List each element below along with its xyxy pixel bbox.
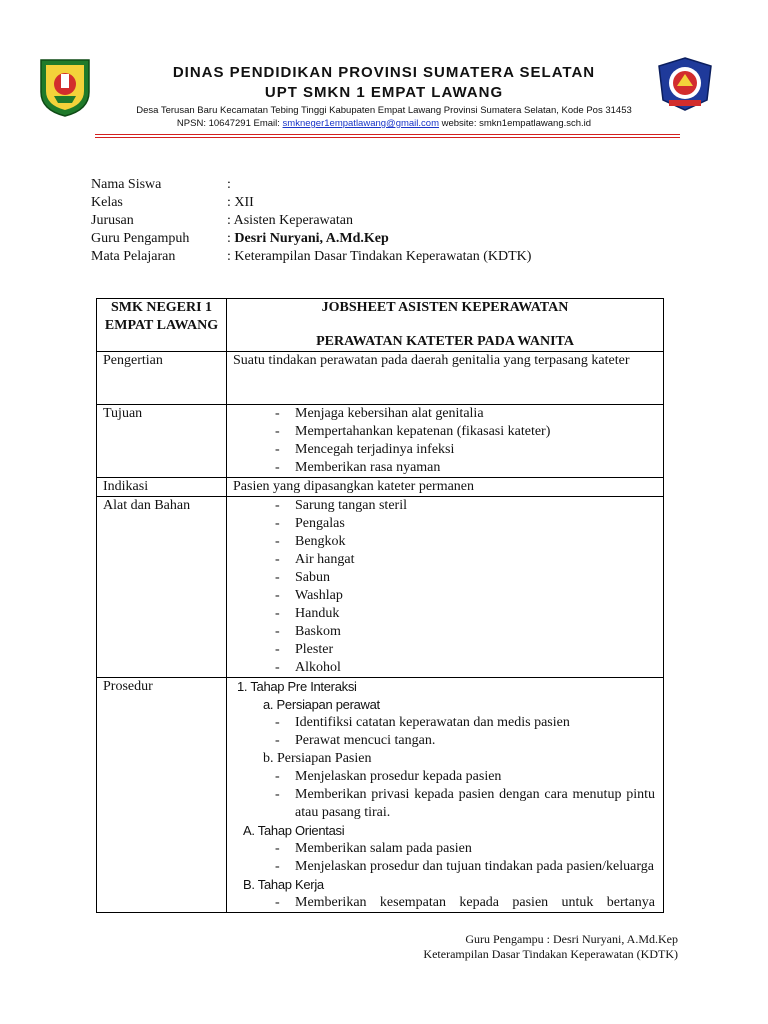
list-item: - Mencegah terjadinya infeksi <box>269 441 657 459</box>
info-row-kelas <box>91 194 531 212</box>
list-item: - Menjelaskan prosedur kepada pasien <box>269 768 657 786</box>
pengertian-text: Suatu tindakan perawatan pada daerah genitalia yang terpasang kateter <box>227 352 664 405</box>
step-orientasi: A. Tahap Orientasi <box>243 823 345 838</box>
teacher-name: Desri Nuryani, A.Md.Kep <box>234 231 389 246</box>
list-item: - Air hangat <box>269 551 657 569</box>
info-label: Kelas <box>91 195 123 210</box>
list-item: - Handuk <box>269 605 657 623</box>
step-pre-interaksi: 1. Tahap Pre Interaksi <box>237 679 357 694</box>
list-item: - Bengkok <box>269 533 657 551</box>
info-label: Mata Pelajaran <box>91 249 176 264</box>
info-colon: : <box>227 231 235 246</box>
agency-title: DINAS PENDIDIKAN PROVINSI SUMATERA SELATAN <box>172 64 596 81</box>
info-row-nama <box>91 176 531 194</box>
list-item: - Mempertahankan kepatenan (fikasasi kateter) <box>269 423 657 441</box>
jobsheet-title: JOBSHEET ASISTEN KEPERAWATAN <box>321 300 569 315</box>
info-value: : XII <box>227 195 254 210</box>
list-item: - Washlap <box>269 587 657 605</box>
list-item: - Perawat mencuci tangan. <box>269 732 657 750</box>
step-persiapan-pasien: b. Persiapan Pasien <box>263 751 372 766</box>
student-info <box>91 176 531 266</box>
prosedur-cell <box>227 678 664 913</box>
persiapan-perawat-list <box>233 714 657 750</box>
table-row <box>97 405 664 478</box>
jobsheet-title-cell <box>227 299 664 352</box>
indikasi-text: Pasien yang dipasangkan kateter permanen <box>227 478 664 497</box>
info-row-jurusan <box>91 212 531 230</box>
list-item: - Sabun <box>269 569 657 587</box>
jobsheet-table <box>96 298 664 913</box>
table-row <box>97 352 664 405</box>
school-name: UPT SMKN 1 EMPAT LAWANG <box>264 84 504 101</box>
header-divider <box>95 134 680 135</box>
info-value: : <box>227 177 231 192</box>
school-cell: SMK NEGERI 1 EMPAT LAWANG <box>97 299 227 352</box>
info-label: Guru Pengampuh <box>91 231 190 246</box>
school-contact <box>0 118 768 129</box>
alat-list <box>233 497 657 677</box>
list-item: - Menjelaskan prosedur dan tujuan tindakan pada pasien/keluarga <box>269 858 657 876</box>
list-item: - Sarung tangan steril <box>269 497 657 515</box>
list-item: - Memberikan rasa nyaman <box>269 459 657 477</box>
list-item: - Identifiksi catatan keperawatan dan medis pasien <box>269 714 657 732</box>
step-persiapan-perawat: a. Persiapan perawat <box>263 697 380 712</box>
page-footer <box>423 932 678 962</box>
list-item: - Pengalas <box>269 515 657 533</box>
table-row <box>97 678 664 913</box>
row-label-prosedur: Prosedur <box>97 678 227 913</box>
kerja-list <box>233 894 657 912</box>
info-value: : Keterampilan Dasar Tindakan Keperawatan (KDTK) <box>227 249 532 264</box>
info-row-guru <box>91 230 531 248</box>
info-label: Nama Siswa <box>91 177 162 192</box>
list-item: - Plester <box>269 641 657 659</box>
list-item: - Memberikan privasi kepada pasien dengan cara menutup pintu atau pasang tirai. <box>269 786 657 822</box>
list-item: - Menjaga kebersihan alat genitalia <box>269 405 657 423</box>
tujuan-cell <box>227 405 664 478</box>
info-value: : Asisten Keperawatan <box>227 213 353 228</box>
footer-teacher: Guru Pengampu : Desri Nuryani, A.Md.Kep <box>465 932 678 946</box>
npsn-label: NPSN: 10647291 Email: <box>176 118 283 129</box>
school-address: Desa Terusan Baru Kecamatan Tebing Tinggi Kabupaten Empat Lawang Provinsi Sumatera Selatan, Kode Pos 31453 <box>136 105 632 116</box>
header-divider-thin <box>95 137 680 138</box>
row-label-tujuan: Tujuan <box>97 405 227 478</box>
table-row <box>97 478 664 497</box>
letterhead <box>0 0 768 140</box>
list-item: - Memberikan salam pada pasien <box>269 840 657 858</box>
info-row-mapel <box>91 248 531 266</box>
email-link[interactable]: smkneger1empatlawang@gmail.com <box>282 118 439 129</box>
row-label-indikasi: Indikasi <box>97 478 227 497</box>
info-value <box>227 230 389 248</box>
table-header-row <box>97 299 664 352</box>
alat-cell <box>227 497 664 678</box>
list-item: - Memberikan kesempatan kepada pasien untuk bertanya <box>269 894 657 912</box>
list-item: - Baskom <box>269 623 657 641</box>
website-text: website: smkn1empatlawang.sch.id <box>438 118 592 129</box>
footer-subject: Keterampilan Dasar Tindakan Keperawatan (KDTK) <box>423 947 678 961</box>
jobsheet-subtitle: PERAWATAN KATETER PADA WANITA <box>316 334 574 349</box>
persiapan-pasien-list <box>233 768 657 822</box>
tujuan-list <box>233 405 657 477</box>
row-label-pengertian: Pengertian <box>97 352 227 405</box>
info-label: Jurusan <box>91 213 134 228</box>
step-kerja: B. Tahap Kerja <box>243 877 324 892</box>
orientasi-list <box>233 840 657 876</box>
list-item: - Alkohol <box>269 659 657 677</box>
row-label-alat: Alat dan Bahan <box>97 497 227 678</box>
table-row <box>97 497 664 678</box>
